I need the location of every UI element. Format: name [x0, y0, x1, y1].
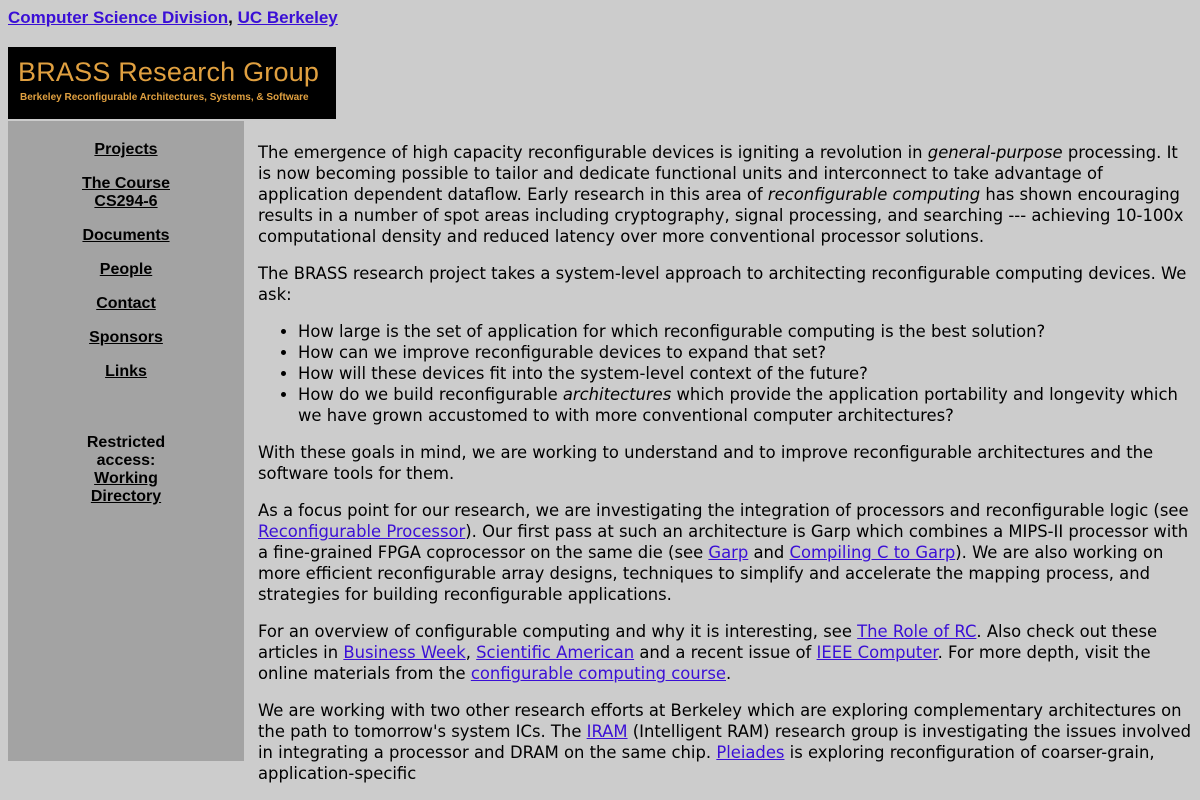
people-link[interactable]: People — [99, 261, 153, 278]
sidebar-item-course — [8, 175, 244, 211]
p5-text-1: For an overview of configurable computing and why it is interesting, see — [258, 622, 858, 641]
projects-link[interactable]: Projects — [94, 141, 158, 158]
cs-division-link[interactable]: Computer Science Division — [8, 8, 229, 27]
role-of-rc-link[interactable]: The Role of RC — [857, 622, 977, 641]
p5-text-3: , — [465, 643, 477, 662]
sidebar-item-sponsors — [8, 329, 244, 347]
restricted-label-line1: Restricted — [86, 434, 166, 451]
b4-text-2: which provide the application portability and longevity which we have grown accustomed to with more conventional computer architectures? — [298, 385, 1178, 425]
question-item — [298, 384, 1192, 426]
course-link[interactable] — [82, 175, 170, 210]
scientific-american-link[interactable]: Scientific American — [476, 643, 635, 662]
p1-text-1: The emergence of high capacity reconfigurable devices is igniting a revolution in — [258, 143, 928, 162]
brass-logo — [8, 47, 336, 119]
question-item: • How large is the set of application for which reconfigurable computing is the best solution? — [298, 321, 1192, 342]
overview-paragraph — [258, 621, 1192, 684]
p1-emphasis-2: reconfigurable computing — [767, 185, 981, 204]
working-directory-link[interactable] — [91, 470, 161, 505]
p1-emphasis-1: general-purpose — [927, 143, 1063, 162]
p5-text-6: . — [726, 664, 732, 683]
p4-text-3: and — [748, 543, 790, 562]
collaboration-paragraph — [258, 700, 1192, 784]
sidebar-item-documents — [8, 227, 244, 245]
sidebar-item-contact — [8, 295, 244, 313]
restricted-label-line2: access: — [96, 452, 156, 469]
documents-link[interactable]: Documents — [82, 227, 170, 244]
intro-paragraph — [258, 142, 1192, 247]
restricted-access — [8, 434, 244, 506]
p4-text-4: ). We are also working on more efficient reconfigurable array designs, techniques to simplify and accelerate the mapping process, and strategies for building reconfigurable applications. — [258, 543, 1164, 604]
separator: , — [228, 8, 238, 27]
p5-text-5: . For more depth, visit the online materials from the — [258, 643, 1151, 683]
sidebar-item-people — [8, 261, 244, 279]
sidebar — [8, 121, 244, 761]
goals-paragraph: With these goals in mind, we are working to understand and to improve reconfigurable architectures and the software tools for them. — [258, 443, 1154, 483]
reconfigurable-processor-link[interactable]: Reconfigurable Processor — [258, 522, 466, 541]
links-link[interactable]: Links — [105, 363, 147, 380]
question-item: • How can we improve reconfigurable devices to expand that set? — [298, 342, 1192, 363]
question-item: • How will these devices fit into the system-level context of the future? — [298, 363, 1192, 384]
course-link-line1: The Course — [81, 175, 170, 192]
p5-text-2: . Also check out these articles in — [258, 622, 1158, 662]
working-directory-line1: Working — [94, 470, 158, 487]
top-links — [8, 8, 338, 28]
uc-berkeley-link[interactable]: UC Berkeley — [237, 8, 338, 27]
p6-text-1: We are working with two other research efforts at Berkeley which are exploring complementary architectures on the path to tomorrow's system ICs. The — [258, 701, 1182, 741]
iram-link[interactable]: IRAM — [586, 722, 628, 741]
p6-text-3: is exploring reconfiguration of coarser-grain, application-specific — [258, 743, 1155, 783]
b4-text-1: How do we build reconfigurable — [298, 385, 563, 404]
logo-title: BRASS Research Group — [18, 57, 320, 87]
focus-paragraph — [258, 500, 1192, 605]
ieee-computer-link[interactable]: IEEE Computer — [816, 643, 938, 662]
pleiades-link[interactable]: Pleiades — [716, 743, 785, 762]
course-link-line2: CS294-6 — [94, 193, 158, 210]
working-directory-line2: Directory — [90, 488, 162, 505]
sidebar-item-projects — [8, 141, 244, 159]
p1-text-3: has shown encouraging results in a number of spot areas including cryptography, signal processing, and searching --- achieving 10-100x computational density and reduced latency over more conventional processor solutions. — [258, 185, 1184, 246]
configurable-computing-course-link[interactable]: configurable computing course — [470, 664, 726, 683]
sidebar-item-links — [8, 363, 244, 381]
p1-text-2: processing. It is now becoming possible to tailor and dedicate functional units and interconnect to take advantage of application dependent dataflow. Early research in this area of — [258, 143, 1178, 204]
approach-paragraph: The BRASS research project takes a system-level approach to architecting reconfigurable computing devices. We ask: — [258, 264, 1187, 304]
p5-text-4: and a recent issue of — [634, 643, 817, 662]
p4-text-2: ). Our first pass at such an architecture is Garp which combines a MIPS-II processor with a fine-grained FPGA coprocessor on the same die (see — [258, 522, 1189, 562]
p6-text-2: (Intelligent RAM) research group is investigating the issues involved in integrating a processor and DRAM on the same chip. — [258, 722, 1192, 762]
main-content — [258, 142, 1192, 800]
garp-link[interactable]: Garp — [708, 543, 749, 562]
questions-list — [258, 321, 1192, 426]
compiling-c-to-garp-link[interactable]: Compiling C to Garp — [789, 543, 956, 562]
sponsors-link[interactable]: Sponsors — [89, 329, 163, 346]
logo-subtitle: Berkeley Reconfigurable Architectures, Systems, & Software — [20, 92, 309, 103]
sidebar-nav — [8, 141, 244, 397]
business-week-link[interactable]: Business Week — [343, 643, 466, 662]
b4-emphasis: architectures — [562, 385, 672, 404]
contact-link[interactable]: Contact — [96, 295, 156, 312]
p4-text-1: As a focus point for our research, we are investigating the integration of processors and reconfigurable logic (see — [258, 501, 1189, 520]
